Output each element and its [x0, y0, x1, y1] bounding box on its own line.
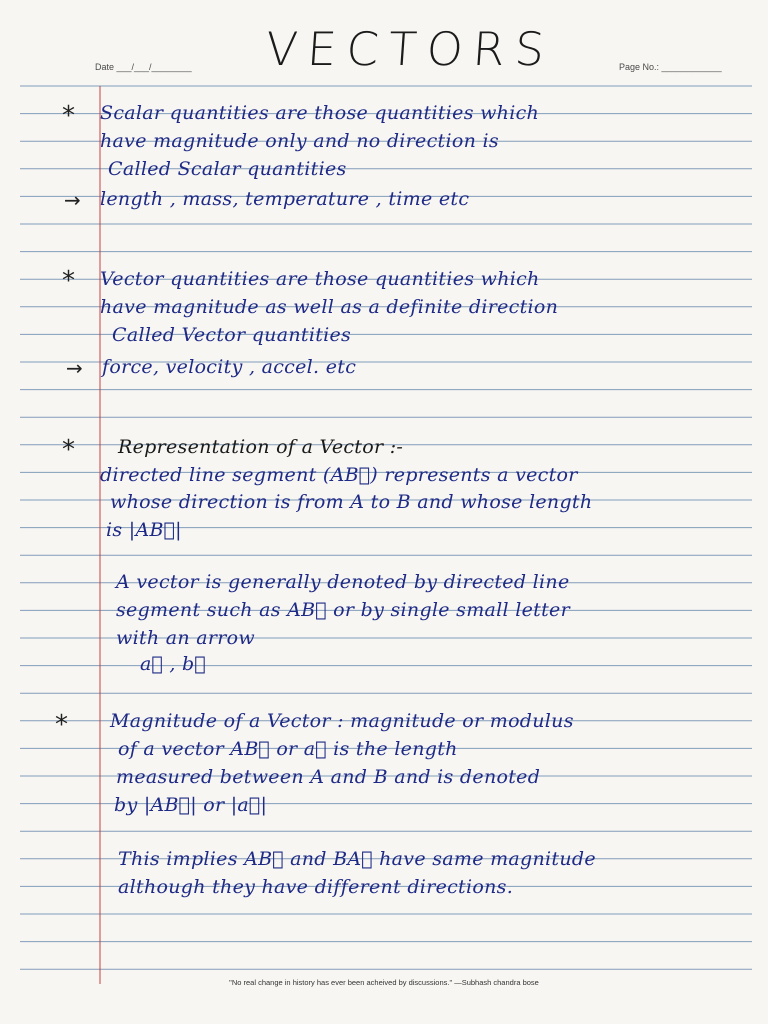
representation-heading: Representation of a Vector :- — [118, 436, 404, 458]
bullet-star-1: * — [62, 101, 75, 131]
notation-line-3: with an arrow — [116, 627, 255, 649]
footer-quote: "No real change in history has ever been acheived by discussions." —Subhash chandra bose — [229, 978, 539, 987]
bullet-star-3: * — [62, 435, 75, 465]
implies-line-1: This implies AB⃗ and BA⃗ have same magnitude — [118, 848, 596, 870]
date-label: Date ___/___/________ — [95, 62, 192, 72]
notation-line-1: A vector is generally denoted by directed line — [116, 571, 570, 593]
vector-line-1: Vector quantities are those quantities which — [100, 268, 540, 290]
notation-line-4: a⃗ , b⃗ — [140, 653, 206, 675]
scalar-examples: length , mass, temperature , time etc — [100, 188, 470, 210]
vector-examples: force, velocity , accel. etc — [102, 356, 357, 378]
representation-line-1: directed line segment (AB⃗) represents a vector — [100, 464, 578, 486]
page-title: VECTORS — [264, 22, 556, 76]
magnitude-line-4: by |AB⃗| or |a⃗| — [114, 794, 268, 816]
arrow-mark-2: → — [66, 356, 83, 380]
page-number-label: Page No.: ____________ — [619, 62, 722, 72]
magnitude-line-1: Magnitude of a Vector : magnitude or modulus — [110, 710, 574, 732]
notation-line-2: segment such as AB⃗ or by single small letter — [116, 599, 570, 621]
magnitude-line-2: of a vector AB⃗ or a⃗ is the length — [118, 738, 458, 760]
bullet-star-2: * — [62, 266, 75, 296]
magnitude-line-3: measured between A and B and is denoted — [116, 766, 541, 788]
representation-line-3: is |AB⃗| — [106, 519, 182, 541]
bullet-star-4: * — [55, 710, 68, 740]
arrow-mark-1: → — [64, 188, 81, 212]
vector-line-3: Called Vector quantities — [112, 324, 352, 346]
scalar-line-3: Called Scalar quantities — [108, 158, 347, 180]
vector-line-2: have magnitude as well as a definite direction — [100, 296, 559, 318]
scalar-line-1: Scalar quantities are those quantities which — [100, 102, 540, 124]
implies-line-2: although they have different directions. — [118, 876, 514, 898]
representation-line-2: whose direction is from A to B and whose length — [110, 491, 593, 513]
scalar-line-2: have magnitude only and no direction is — [100, 130, 499, 152]
